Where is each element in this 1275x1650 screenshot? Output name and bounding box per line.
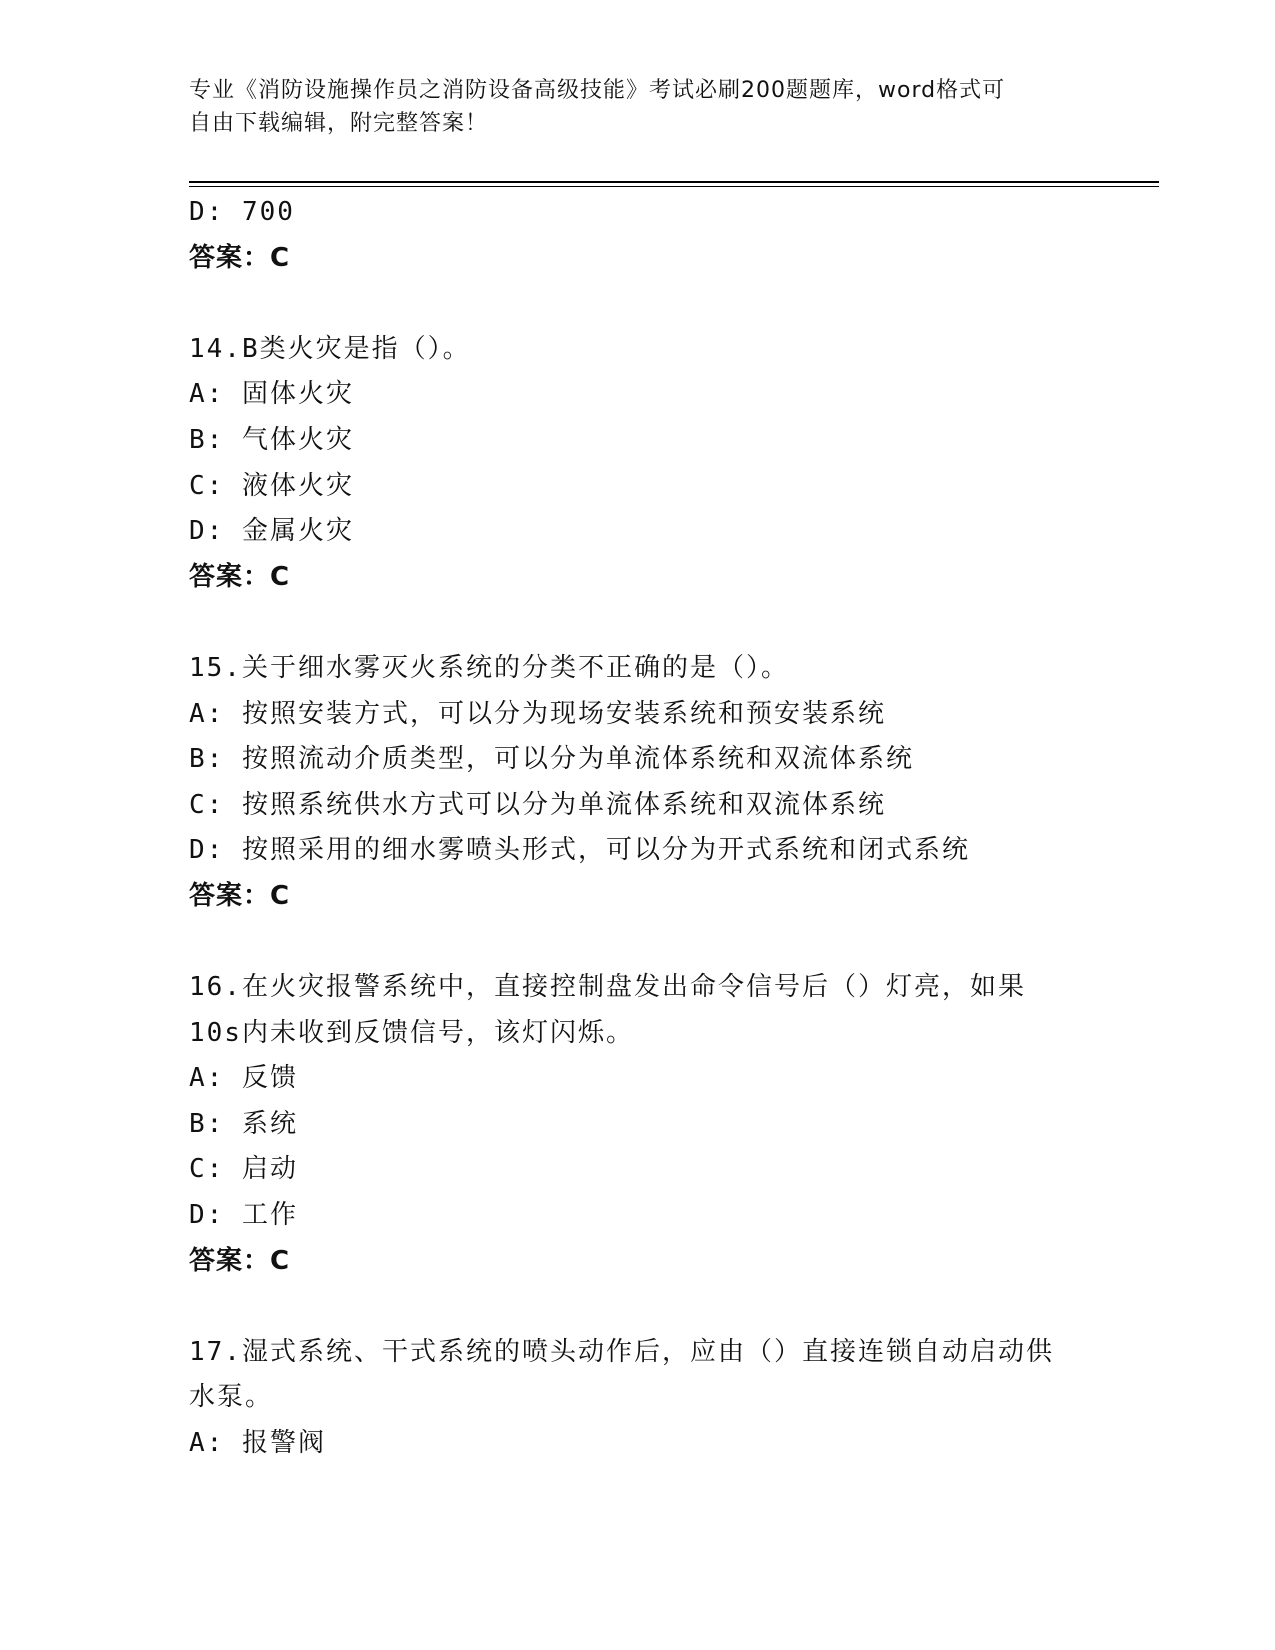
question-stem: 15.关于细水雾灭火系统的分类不正确的是（）。 [189, 652, 789, 683]
question-stem: 16.在火灾报警系统中，直接控制盘发出命令信号后（）灯亮，如果 [189, 972, 1026, 1003]
answer-line: 答案：C [189, 561, 291, 592]
question-stem: 14.B类火灾是指（）。 [189, 333, 471, 364]
answer-line: 答案：C [189, 242, 291, 273]
option-a: A: 反馈 [189, 1063, 298, 1094]
header-divider-thin [189, 186, 1159, 187]
option-b: B: 系统 [189, 1108, 298, 1139]
page-header [189, 74, 1069, 140]
option-c: C: 启动 [189, 1154, 298, 1185]
header-divider-thick [189, 181, 1159, 183]
answer-line: 答案：C [189, 1245, 291, 1276]
question-15 [189, 646, 1149, 920]
question-17 [189, 1330, 1149, 1467]
option-b: B: 按照流动介质类型，可以分为单流体系统和双流体系统 [189, 744, 914, 775]
option-d: D: 700 [189, 197, 295, 227]
option-b: B: 气体火灾 [189, 424, 354, 455]
spacer [189, 600, 1149, 646]
option-d: D: 工作 [189, 1200, 298, 1231]
answer-line: 答案：C [189, 880, 291, 911]
question-14 [189, 327, 1149, 601]
previous-question-tail [189, 190, 1149, 281]
spacer [189, 1284, 1149, 1330]
question-content [189, 190, 1149, 1467]
option-c: C: 按照系统供水方式可以分为单流体系统和双流体系统 [189, 789, 886, 820]
option-a: A: 按照安装方式，可以分为现场安装系统和预安装系统 [189, 698, 886, 729]
option-d: D: 按照采用的细水雾喷头形式，可以分为开式系统和闭式系统 [189, 835, 970, 866]
option-c: C: 液体火灾 [189, 470, 354, 501]
question-stem-continued: 水泵。 [189, 1382, 274, 1413]
header-title-line-2: 自由下载编辑，附完整答案！ [189, 111, 489, 136]
option-d: D: 金属火灾 [189, 516, 354, 547]
spacer [189, 920, 1149, 966]
question-stem: 17.湿式系统、干式系统的喷头动作后，应由（）直接连锁自动启动供 [189, 1336, 1054, 1367]
question-stem-continued: 10s内未收到反馈信号，该灯闪烁。 [189, 1017, 634, 1048]
header-title-line-1: 专业《消防设施操作员之消防设备高级技能》考试必刷200题题库，word格式可 [189, 78, 1006, 103]
option-a: A: 固体火灾 [189, 379, 354, 410]
option-a: A: 报警阀 [189, 1428, 326, 1459]
question-16 [189, 965, 1149, 1284]
spacer [189, 281, 1149, 327]
